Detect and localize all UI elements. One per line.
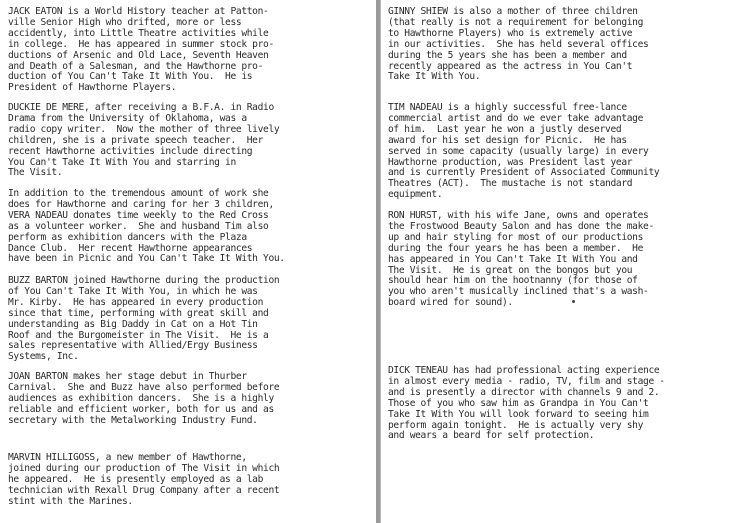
bio-joan-barton: JOAN BARTON makes her stage debut in Thurber Carnival. She and Buzz have also performed before audiences as exhibition dancers. She is a highly reliable and efficient worker, both for us and as secretary with the Metalworking Industry Fund. <box>8 371 280 426</box>
bio-ron-hurst: RON HURST, with his wife Jane, owns and operates the Frostwood Beauty Salon and has done the make- up and hair styling for most of our productions during the four years he has been a member. He has appeared in You Can't Take It With You and The Visit. He is great on the bongos but you should hear him on the hootnanny (for those of you who aren't musically inclined that's a wash- board wired for sound). <box>388 210 654 309</box>
bio-tim-nadeau: TIM NADEAU is a highly successful free-lance commercial artist and do we ever take advantage of him. Last year he won a justly deserved award for his set design for Picnic. He has served in some capacity (usually large) in every Hawthorne production, was President last year and is currently President of Associated Community Theatres (ACT). The mustache is not standard equipment. <box>388 102 660 201</box>
bio-duckie-de-mere: DUCKIE DE MERE, after receiving a B.F.A. in Radio Drama from the University of Oklahoma, was a radio copy writer. Now the mother of three lively children, she is a private speech teacher. Her recent Hawthorne activities include directing You Can't Take It With You and starring in The Visit. <box>8 102 280 179</box>
bio-marvin-hilligoss: MARVIN HILLIGOSS, a new member of Hawthorne, joined during our production of The Visit in which he appeared. He is presently employed as a lab technician with Rexall Drug Company after a recent stint with the Marines. <box>8 452 280 507</box>
bio-dick-teneau: DICK TENEAU has had professional acting experience in almost every media - radio, TV, film and stage - and is presently a director with channels 9 and 2. Those of you who saw him as Grandpa in You Can't Take It With You will look forward to seeing him perform again tonight. He is actually very shy and wears a beard for self protection. <box>388 365 665 442</box>
ink-speck <box>572 300 575 303</box>
bio-buzz-barton: BUZZ BARTON joined Hawthorne during the production of You Can't Take It With You, in which he was Mr. Kirby. He has appeared in every production since that time, performing with great skill and understanding as Big Daddy in Cat on a Hot Tin Roof and the Burgomeister in The Visit. He is a sales representative with Allied/Ergy Business Systems, Inc. <box>8 275 280 363</box>
bio-vera-nadeau: In addition to the tremendous amount of work she does for Hawthorne and caring for her 3 children, VERA NADEAU donates time weekly to the Red Cross as a volunteer worker. She and husband Tim also perform as exhibition dancers with the Plaza Dance Club. Her recent Hawthorne appearances have been in Picnic and You Can't Take It With You. <box>8 188 285 265</box>
bio-jack-eaton: JACK EATON is a World History teacher at Patton- ville Senior High who drifted, more or less accidently, into Little Theatre activities while in college. He has appeared in summer stock pro- ductions of Arsenic and Old Lace, Seventh Heaven and Death of a Salesman, and the Hawthorne pro- duction of You Can't Take It With You. He is President of Hawthorne Players. <box>8 6 274 94</box>
bio-ginny-shiew: GINNY SHIEW is also a mother of three children (that really is not a requirement for belonging to Hawthorne Players) who is extremely active in our activities. She has held several offices during the 5 years she has been a member and recently appeared as the actress in You Can't Take It With You. <box>388 6 649 83</box>
right-page <box>380 0 744 523</box>
